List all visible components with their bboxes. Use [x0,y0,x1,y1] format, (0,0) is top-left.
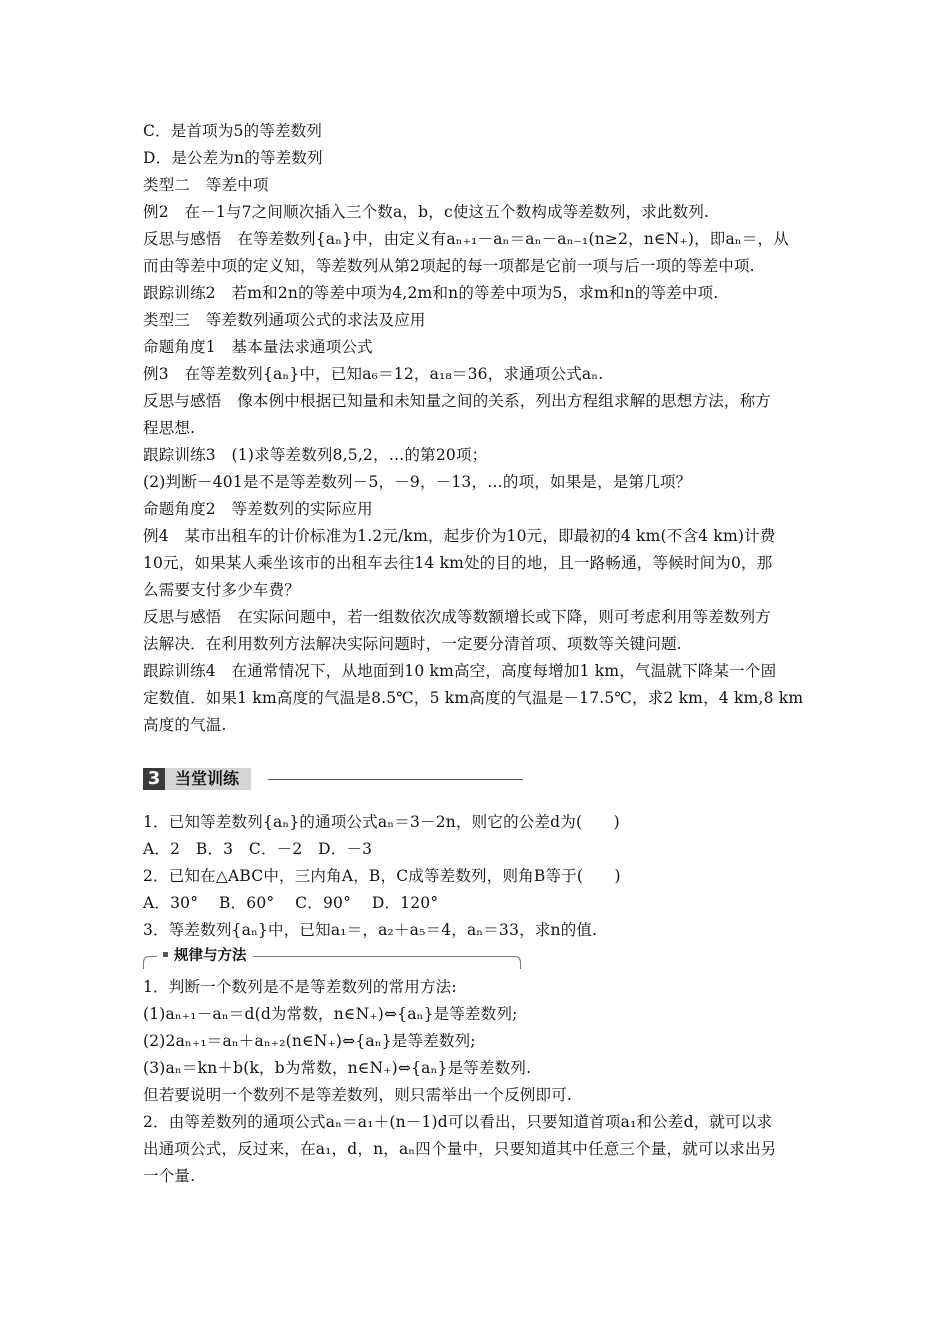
text-line: (1)aₙ₊₁－aₙ＝d(d为常数，n∈N₊)⇔{aₙ}是等差数列; [143,1005,518,1023]
text-line: 3．等差数列{aₙ}中，已知a₁＝，a₂＋a₅＝4，aₙ＝33，求n的值. [143,921,598,939]
text-line: 类型二 等差中项 [143,176,269,194]
method-header [143,946,815,970]
text-line: (2)判断－401是不是等差数列－5，－9，－13，…的项，如果是，是第几项？ [143,473,692,491]
document-page [143,118,815,1190]
text-line: 反思与感悟 在实际问题中，若一组数依次成等数额增长或下降，则可考虑利用等差数列方 [143,608,772,626]
text-line: 跟踪训练2 若m和2n的等差中项为4,2m和n的等差中项为5，求m和n的等差中项. [143,284,719,302]
content-block-1 [143,118,815,739]
text-line: C．是首项为5的等差数列 [143,122,323,140]
text-line: D．是公差为n的等差数列 [143,149,323,167]
text-line: 出通项公式，反过来，在a₁，d，n，aₙ四个量中，只要知道其中任意三个量，就可以求出另 [143,1140,777,1158]
text-line: 10元，如果某人乘坐该市的出租车去往14 km处的目的地，且一路畅通，等候时间为0，那 [143,554,773,572]
text-line: (3)aₙ＝kn＋b(k，b为常数，n∈N₊)⇔{aₙ}是等差数列. [143,1059,532,1077]
method-title [157,946,253,966]
section-header [143,765,815,795]
text-line: 反思与感悟 像本例中根据已知量和未知量之间的关系，列出方程组求解的思想方法，称方 [143,392,772,410]
text-line: 例4 某市出租车的计价标准为1.2元/km，起步价为10元，即最初的4 km(不含4 km)计费 [143,527,776,545]
text-line: 反思与感悟 在等差数列{aₙ}中，由定义有aₙ₊₁－aₙ＝aₙ－aₙ₋₁(n≥2，n∈N₊)，即aₙ＝，从 [143,230,789,248]
text-line: 但若要说明一个数列不是等差数列，则只需举出一个反例即可. [143,1086,573,1104]
method-title-text: 规律与方法 [174,948,247,964]
text-line: 法解决．在利用数列方法解决实际问题时，一定要分清首项、项数等关键问题. [143,635,682,653]
text-line: A．2 B．3 C．－2 D．－3 [143,840,373,858]
section-title: 当堂训练 [165,768,251,790]
text-line: 类型三 等差数列通项公式的求法及应用 [143,311,426,329]
text-line: 定数值．如果1 km高度的气温是8.5℃，5 km高度的气温是－17.5℃，求2 km，4 km,8 km [143,689,804,707]
spacer [143,739,815,757]
text-line: 2．已知在△ABC中，三内角A，B，C成等差数列，则角B等于( ) [143,867,621,885]
text-line: 跟踪训练4 在通常情况下，从地面到10 km高空，高度每增加1 km，气温就下降某一个固 [143,662,777,680]
section-number: 3 [143,768,165,790]
text-line: A．30° B．60° C．90° D．120° [143,894,439,912]
text-line: 命题角度1 基本量法求通项公式 [143,338,373,356]
text-line: 跟踪训练3 (1)求等差数列8,5,2，…的第20项； [143,446,488,464]
text-line: 么需要支付多少车费？ [143,581,301,599]
text-line: (2)2aₙ₊₁＝aₙ＋aₙ₊₂(n∈N₊)⇔{aₙ}是等差数列; [143,1032,476,1050]
text-line: 命题角度2 等差数列的实际应用 [143,500,373,518]
content-block-3 [143,974,815,1190]
text-line: 1．已知等差数列{aₙ}的通项公式aₙ＝3－2n，则它的公差d为( ) [143,813,620,831]
text-line: 高度的气温. [143,716,227,734]
square-bullet-icon [163,952,168,957]
text-line: 一个量. [143,1167,196,1185]
text-line: 而由等差中项的定义知，等差数列从第2项起的每一项都是它前一项与后一项的等差中项. [143,257,755,275]
content-block-2 [143,809,815,944]
text-line: 例2 在－1与7之间顺次插入三个数a，b，c使这五个数构成等差数列，求此数列. [143,203,710,221]
section-divider [268,779,523,780]
text-line: 2．由等差数列的通项公式aₙ＝a₁＋(n－1)d可以看出，只要知道首项a₁和公差d，就可以求 [143,1113,773,1131]
text-line: 例3 在等差数列{aₙ}中，已知a₆＝12，a₁₈＝36，求通项公式aₙ. [143,365,604,383]
text-line: 1．判断一个数列是不是等差数列的常用方法: [143,978,457,996]
text-line: 程思想. [143,419,196,437]
